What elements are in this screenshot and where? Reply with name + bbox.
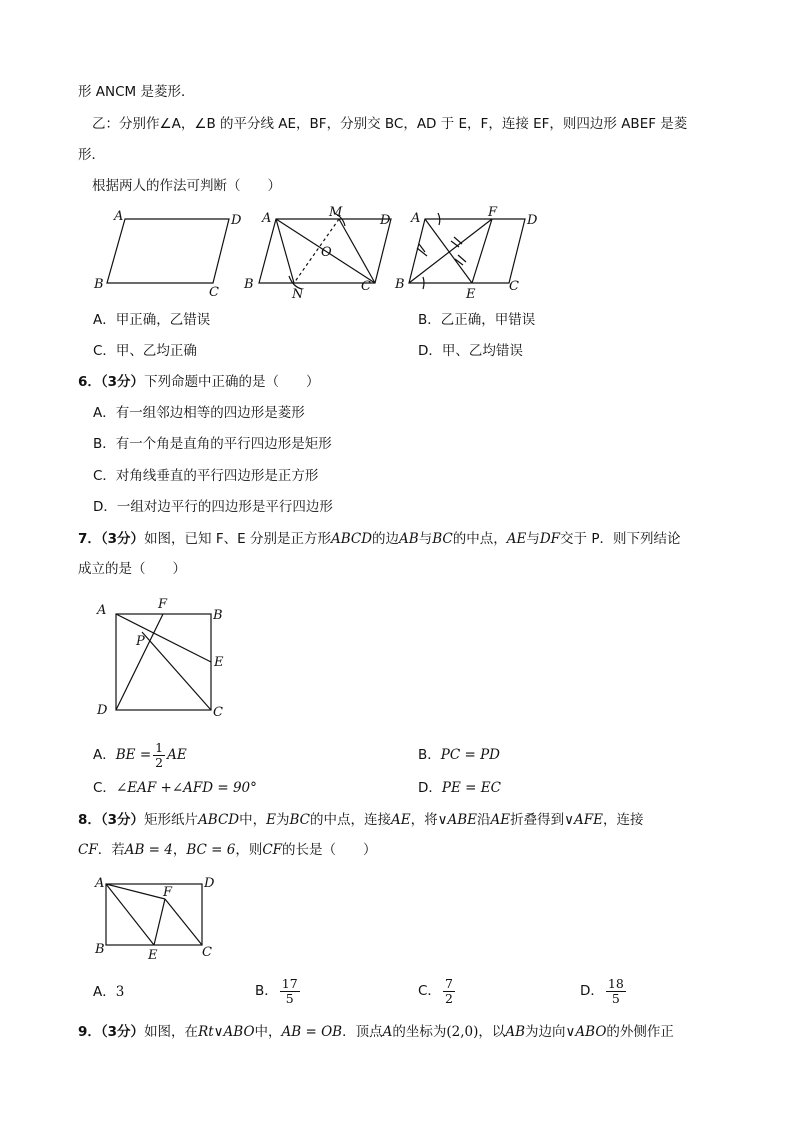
- q8-text: 中，: [239, 812, 267, 828]
- fraction: [153, 741, 165, 770]
- option-label: D．: [418, 780, 442, 796]
- fig2-label-a: A: [262, 211, 272, 226]
- fraction-denominator: 5: [611, 990, 620, 1006]
- q8-given-bc: BC = 6: [186, 842, 236, 858]
- q9-text: ，以: [478, 1024, 506, 1040]
- fig1-label-a: A: [114, 209, 124, 224]
- q8-seg-cf: CF: [78, 842, 98, 858]
- fraction-denominator: 2: [444, 990, 453, 1006]
- fig1-label-d: D: [231, 213, 242, 228]
- q5-line1: 形 ANCM 是菱形．: [78, 84, 195, 100]
- q7-label-c: C: [213, 705, 223, 720]
- q8-point-e: E: [266, 812, 276, 828]
- q7-label-f: F: [158, 597, 168, 612]
- q8-option-d[interactable]: [580, 971, 628, 1011]
- q8-text: ．若: [97, 842, 125, 858]
- q7-seg-df: DF: [539, 531, 561, 547]
- fraction-numerator: 1: [155, 739, 164, 755]
- q6-text: 下列命题中正确的是（ ）: [144, 374, 320, 390]
- option-label: A．: [93, 747, 116, 763]
- fig3-label-a: A: [411, 211, 421, 226]
- option-expr: PE = EC: [441, 780, 501, 796]
- option-expr: BE =: [115, 747, 152, 763]
- q6-option-a[interactable]: A．有一组邻边相等的四边形是菱形: [93, 405, 305, 421]
- fig3-label-c: C: [509, 279, 519, 294]
- q8-text: 为: [276, 812, 290, 828]
- q8-label-e: E: [148, 948, 158, 963]
- option-expr: ∠EAF +∠AFD = 90°: [115, 780, 257, 796]
- q8-option-c[interactable]: [418, 971, 457, 1011]
- fig3-label-e: E: [466, 287, 476, 302]
- q9-score: （3分）: [100, 1024, 145, 1040]
- fig2-label-d: D: [380, 213, 391, 228]
- q7-stem-line1: [78, 529, 680, 549]
- q9-text: 为边向: [525, 1024, 566, 1040]
- fig2-label-o: O: [321, 245, 332, 260]
- q7-seg-ab: AB: [399, 531, 419, 547]
- fraction-denominator: 5: [285, 990, 294, 1006]
- q9-text: ．顶点: [342, 1024, 383, 1040]
- q8-stem-line2: [78, 840, 377, 860]
- q7-text: 与: [418, 531, 433, 547]
- q8-seg-ae: AE: [391, 812, 411, 828]
- q6-stem: [78, 372, 320, 392]
- q8-label-a: A: [95, 876, 105, 891]
- parallelogram-shape: [107, 219, 229, 283]
- q7-text: 的中点，: [452, 531, 507, 547]
- q5-line2: 乙：分别作∠A，∠B 的平分线 AE，BF，分别交 BC，AD 于 E，F，连接 EF，则四边形 ABEF 是菱: [92, 116, 688, 132]
- q9-text: 的坐标为: [392, 1024, 447, 1040]
- q8-label-b: B: [95, 942, 105, 957]
- q9-point-a: A: [382, 1024, 393, 1040]
- q8-option-b[interactable]: [255, 971, 302, 1011]
- q8-text: ，: [172, 842, 187, 858]
- q7-option-a[interactable]: [93, 740, 187, 770]
- fraction: [443, 977, 455, 1006]
- fraction-denominator: 2: [155, 754, 164, 770]
- q7-score: （3分）: [100, 531, 145, 547]
- q8-triangle-abe: ∨ABE: [437, 812, 478, 828]
- q7-label-p: P: [136, 634, 145, 649]
- q7-seg-ae: AE: [506, 531, 527, 547]
- q8-text: ，将: [410, 812, 438, 828]
- q7-option-b[interactable]: [418, 745, 500, 765]
- q7-option-d[interactable]: [418, 778, 501, 798]
- q8-seg-bc: BC: [289, 812, 311, 828]
- q8-text: 的长是（ ）: [282, 842, 377, 858]
- q7-text: 的边: [372, 531, 400, 547]
- q7-text: 与: [526, 531, 540, 547]
- q7-text: 交于 P．则下列结论: [560, 531, 681, 547]
- q9-equation: AB = OB: [281, 1024, 343, 1040]
- q6-option-b[interactable]: B．有一个角是直角的平行四边形是矩形: [93, 436, 332, 452]
- q7-option-c[interactable]: [93, 778, 257, 798]
- q7-label-a: A: [97, 603, 107, 618]
- q7-number: 7．: [78, 531, 101, 547]
- q8-label-d: D: [204, 876, 215, 891]
- q7-label-d: D: [97, 703, 108, 718]
- q8-option-a[interactable]: [93, 982, 124, 1002]
- q6-option-c[interactable]: C．对角线垂直的平行四边形是正方形: [93, 468, 319, 484]
- fig2-label-b: B: [244, 277, 254, 292]
- q5-stem: 根据两人的作法可判断（ ）: [92, 178, 281, 194]
- q7-label-e: E: [214, 655, 224, 670]
- q9-text: 中，: [254, 1024, 282, 1040]
- q9-text: 如图，在: [144, 1024, 199, 1040]
- q8-seg-ae: AE: [490, 812, 511, 828]
- q6-option-d[interactable]: D．一组对边平行的四边形是平行四边形: [93, 499, 333, 515]
- fig3-shape: [409, 213, 525, 289]
- q8-text: 的中点，连接: [310, 812, 392, 828]
- q8-score: （3分）: [100, 812, 145, 828]
- fraction-numerator: 18: [607, 975, 624, 991]
- fraction-numerator: 7: [444, 975, 453, 991]
- option-label: A．: [93, 984, 116, 1000]
- fig2-shape: [259, 213, 391, 289]
- q7-seg-bc: BC: [432, 531, 453, 547]
- q8-number: 8．: [78, 812, 101, 828]
- q8-label-c: C: [202, 945, 212, 960]
- q8-figure-rectangle: [106, 884, 202, 945]
- option-expr: PC = PD: [440, 747, 500, 763]
- fig2-label-c: C: [361, 279, 371, 294]
- q8-text: 矩形纸片: [144, 812, 199, 828]
- q9-coordinate: (2,0): [446, 1024, 479, 1040]
- q7-label-b: B: [213, 608, 223, 623]
- q8-text: ，则: [235, 842, 263, 858]
- q8-label-f: F: [163, 885, 173, 900]
- q5-line3: 形．: [78, 147, 105, 163]
- option-label: C．: [418, 983, 441, 999]
- q8-text: ，连接: [603, 812, 644, 828]
- q7-square-name: ABCD: [330, 531, 373, 547]
- q9-seg-ab: AB: [505, 1024, 526, 1040]
- option-value: 3: [115, 984, 125, 1000]
- option-label: B．: [418, 747, 441, 763]
- fig1-label-c: C: [209, 285, 219, 300]
- q5-option-b[interactable]: B．乙正确，甲错误: [418, 312, 536, 328]
- fig3-label-f: F: [488, 205, 498, 220]
- q9-triangle: ∨ABO: [565, 1024, 607, 1040]
- q5-option-a[interactable]: A．甲正确，乙错误: [93, 312, 211, 328]
- q6-score: （3分）: [100, 374, 145, 390]
- fraction: [606, 977, 626, 1006]
- q8-triangle-afe: ∨AFE: [564, 812, 603, 828]
- q8-seg-cf: CF: [262, 842, 283, 858]
- q8-text: 沿: [477, 812, 491, 828]
- q5-option-c[interactable]: C．甲、乙均正确: [93, 343, 197, 359]
- q7-stem-line2: 成立的是（ ）: [78, 561, 186, 577]
- option-expr: AE: [167, 747, 187, 763]
- q9-stem-line1: [78, 1022, 674, 1042]
- q8-given-ab: AB = 4: [124, 842, 173, 858]
- q8-text: 折叠得到: [510, 812, 565, 828]
- option-label: D．: [580, 983, 604, 999]
- fig1-label-b: B: [94, 277, 104, 292]
- option-label: B．: [255, 983, 278, 999]
- fig2-label-n: N: [292, 287, 304, 302]
- q8-stem-line1: [78, 810, 644, 830]
- fig3-label-b: B: [395, 277, 405, 292]
- q7-text: 如图，已知 F、E 分别是正方形: [144, 531, 331, 547]
- q9-number: 9．: [78, 1024, 101, 1040]
- q6-number: 6．: [78, 374, 101, 390]
- q7-figure-square: [116, 614, 211, 710]
- option-label: C．: [93, 780, 116, 796]
- q9-text: 的外侧作正: [606, 1024, 674, 1040]
- fig3-label-d: D: [527, 213, 538, 228]
- q8-rect-name: ABCD: [198, 812, 240, 828]
- q5-option-d[interactable]: D．甲、乙均错误: [418, 343, 523, 359]
- fraction-numerator: 17: [281, 975, 298, 991]
- q9-triangle: Rt∨ABO: [198, 1024, 255, 1040]
- fig2-label-m: M: [329, 205, 343, 220]
- fraction: [280, 977, 300, 1006]
